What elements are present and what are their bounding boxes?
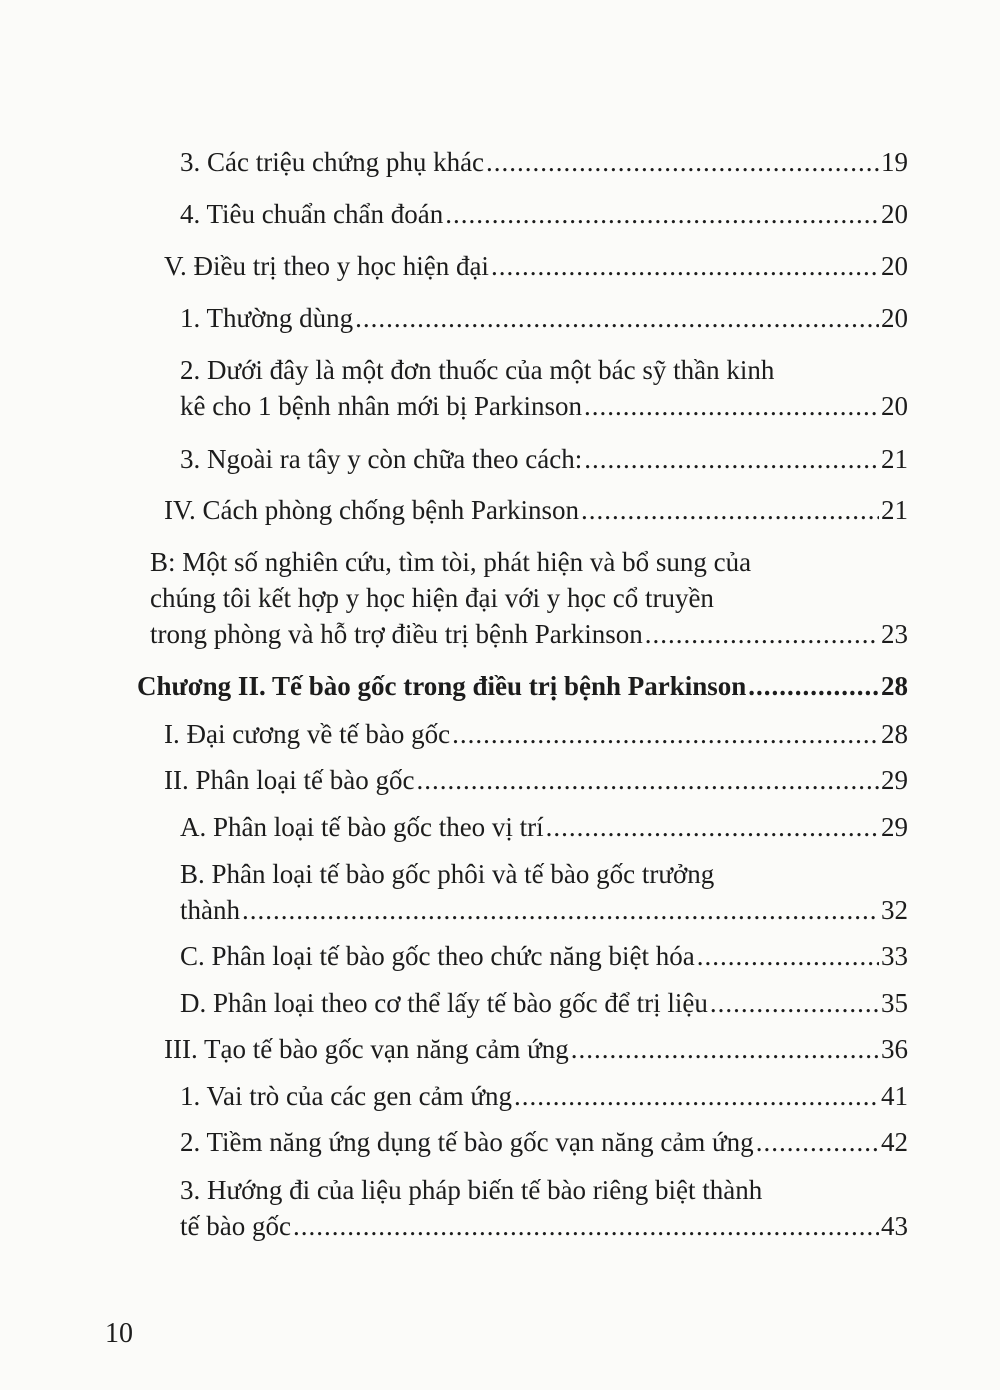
toc-entry-title-continued: trong phòng và hỗ trợ điều trị bệnh Parkinson	[150, 619, 643, 649]
dot-leader	[756, 1124, 879, 1160]
toc-entry-title: I. Đại cương về tế bào gốc	[164, 719, 451, 749]
dot-leader	[584, 388, 879, 424]
toc-entry-title: 1. Vai trò của các gen cảm ứng	[180, 1081, 513, 1111]
dot-leader	[355, 300, 879, 336]
toc-line	[180, 196, 908, 232]
toc-entry	[180, 300, 908, 336]
toc-entry	[164, 492, 908, 528]
toc-entry-title: B. Phân loại tế bào gốc phôi và tế bào gốc trưởng	[180, 859, 715, 889]
dot-leader	[486, 144, 879, 180]
toc-line	[164, 492, 908, 528]
dot-leader	[242, 892, 879, 928]
toc-page-number: 20	[881, 303, 908, 333]
toc-entry	[164, 248, 908, 284]
toc-line	[180, 892, 908, 928]
toc-entry-title: II. Phân loại tế bào gốc	[164, 765, 415, 795]
toc-entry	[180, 1124, 908, 1160]
toc-page-number: 36	[881, 1034, 908, 1064]
page-number: 10	[105, 1318, 133, 1349]
dot-leader	[491, 248, 879, 284]
toc-line	[137, 668, 908, 704]
toc-entry	[180, 1172, 908, 1244]
toc-entry-title: 2. Dưới đây là một đơn thuốc của một bác sỹ thần kinh	[180, 355, 775, 385]
toc-page-number: 32	[881, 895, 908, 925]
toc-page-number: 20	[881, 199, 908, 229]
dot-leader	[416, 762, 879, 798]
toc-line	[164, 762, 908, 798]
toc-entry	[180, 441, 908, 477]
toc-line	[180, 1078, 908, 1114]
toc-entry-title: C. Phân loại tế bào gốc theo chức năng biệt hóa	[180, 941, 695, 971]
toc-line	[180, 1208, 908, 1244]
toc-page-number: 23	[881, 619, 908, 649]
toc-entry	[180, 809, 908, 845]
toc-page-number: 33	[881, 941, 908, 971]
toc-entry	[180, 144, 908, 180]
toc-page-number: 41	[881, 1081, 908, 1111]
toc-entry-title-continued: kê cho 1 bệnh nhân mới bị Parkinson	[180, 391, 582, 421]
toc-entry-title-continued: chúng tôi kết hợp y học hiện đại với y học cổ truyền	[150, 583, 714, 613]
toc-entry-title: 3. Các triệu chứng phụ khác	[180, 147, 485, 177]
dot-leader	[445, 196, 879, 232]
dot-leader	[571, 1031, 879, 1067]
toc-page-number: 20	[881, 251, 908, 281]
toc-entry-title: A. Phân loại tế bào gốc theo vị trí	[180, 812, 544, 842]
toc-entry	[164, 762, 908, 798]
toc-entry-title-continued: tế bào gốc	[180, 1211, 291, 1241]
toc-line	[180, 300, 908, 336]
toc-entry-title-continued: thành	[180, 895, 240, 925]
toc-line	[164, 716, 908, 752]
dot-leader	[710, 985, 879, 1021]
dot-leader	[584, 441, 879, 477]
toc-entry-title: 3. Hướng đi của liệu pháp biến tế bào riêng biệt thành	[180, 1175, 763, 1205]
toc-entry	[180, 352, 908, 424]
toc-line	[180, 1124, 908, 1160]
toc-entry	[180, 1078, 908, 1114]
toc-page-number: 29	[881, 812, 908, 842]
toc-page-number: 42	[881, 1127, 908, 1157]
toc-line	[150, 616, 908, 652]
toc-line	[180, 441, 908, 477]
toc-entry-title: 3. Ngoài ra tây y còn chữa theo cách:	[180, 444, 583, 474]
toc-entry-title: D. Phân loại theo cơ thể lấy tế bào gốc để trị liệu	[180, 988, 708, 1018]
toc-line	[180, 985, 908, 1021]
dot-leader	[546, 809, 879, 845]
toc-line	[164, 1031, 908, 1067]
toc-line	[180, 809, 908, 845]
toc-entry	[180, 938, 908, 974]
toc-entry	[180, 985, 908, 1021]
toc-page-number: 21	[881, 495, 908, 525]
toc-entry-title: 1. Thường dùng	[180, 303, 354, 333]
toc-line	[180, 388, 908, 424]
toc-entry-title: 2. Tiềm năng ứng dụng tế bào gốc vạn năng cảm ứng	[180, 1127, 754, 1157]
toc-page-number: 43	[881, 1211, 908, 1241]
dot-leader	[645, 616, 879, 652]
toc-entry-title: Chương II. Tế bào gốc trong điều trị bệnh Parkinson	[137, 671, 747, 701]
toc-page-number: 20	[881, 391, 908, 421]
toc-entry-title: 4. Tiêu chuẩn chẩn đoán	[180, 199, 444, 229]
toc-entry-title: IV. Cách phòng chống bệnh Parkinson	[164, 495, 579, 525]
toc-line	[180, 144, 908, 180]
toc-entry-title: V. Điều trị theo y học hiện đại	[164, 251, 489, 281]
dot-leader	[581, 492, 879, 528]
toc-page-number: 29	[881, 765, 908, 795]
toc-line	[164, 248, 908, 284]
toc-line	[180, 938, 908, 974]
dot-leader	[748, 668, 879, 704]
toc-page-number: 19	[881, 147, 908, 177]
dot-leader	[514, 1078, 879, 1114]
toc-entry-title: III. Tạo tế bào gốc vạn năng cảm ứng	[164, 1034, 569, 1064]
toc-entry	[150, 544, 908, 652]
toc-page-number: 21	[881, 444, 908, 474]
toc-entry	[180, 196, 908, 232]
toc-page-number: 28	[881, 671, 908, 701]
dot-leader	[697, 938, 879, 974]
dot-leader	[452, 716, 879, 752]
dot-leader	[293, 1208, 879, 1244]
toc-page-number: 35	[881, 988, 908, 1018]
toc-entry	[164, 1031, 908, 1067]
toc-entry	[180, 856, 908, 928]
toc-chapter-heading	[137, 668, 908, 704]
toc-entry-title: B: Một số nghiên cứu, tìm tòi, phát hiện và bổ sung của	[150, 547, 752, 577]
toc-entry	[164, 716, 908, 752]
toc-page-number: 28	[881, 719, 908, 749]
